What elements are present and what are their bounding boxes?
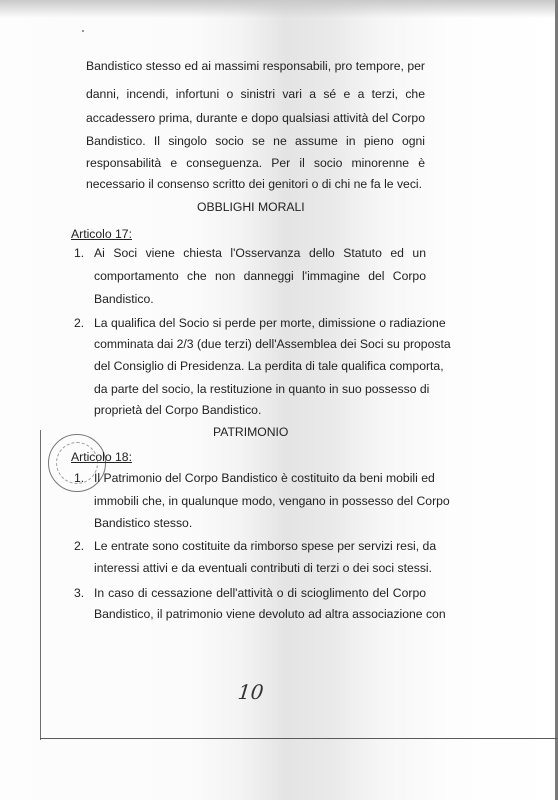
article-text-line: Bandistico, il patrimonio viene devoluto ad altra associazione con	[94, 607, 446, 621]
article-17-title: Articolo 17:	[71, 227, 132, 241]
scan-speck	[82, 30, 84, 32]
page-number: 10	[236, 680, 265, 704]
section-heading-obblighi: OBBLIGHI MORALI	[197, 200, 305, 214]
article-text-line: comminata dai 2/3 (due terzi) dell'Assemblea dei Soci su proposta	[94, 337, 451, 351]
intro-line: accadessero prima, durante e dopo qualsiasi attività del Corpo	[86, 111, 425, 125]
article-text-line: Le entrate sono costituite da rimborso spese per servizi resi, da	[94, 539, 437, 553]
intro-line: necessario il consenso scritto dei genitori o di chi ne fa le veci.	[86, 177, 423, 191]
list-number: 2.	[74, 539, 85, 553]
article-text-line: In caso di cessazione dell'attività o di scioglimento del Corpo	[94, 586, 426, 600]
article-text-line: da parte del socio, la restituzione in quanto in suo possesso di	[94, 382, 430, 396]
article-text-line: Ai Soci viene chiesta l'Osservanza dello Statuto ed un	[94, 246, 426, 260]
scan-left-edge	[40, 430, 41, 740]
article-text-line: Bandistico.	[94, 292, 154, 306]
intro-line: Bandistico stesso ed ai massimi responsabili, pro tempore, per	[86, 59, 425, 73]
article-text-line: Bandistico stesso.	[94, 516, 193, 530]
intro-line: responsabilità e conseguenza. Per il socio minorenne è	[86, 156, 425, 170]
article-text-line: del Consiglio di Presidenza. La perdita di tale qualifica comporta,	[94, 359, 444, 373]
article-text-line: proprietà del Corpo Bandistico.	[94, 403, 262, 417]
list-number: 1.	[74, 246, 85, 260]
list-number: 2.	[74, 316, 85, 330]
article-text-line: immobili che, in qualunque modo, vengano in possesso del Corpo	[94, 494, 450, 508]
article-text-line: Il Patrimonio del Corpo Bandistico è costituito da beni mobili ed	[94, 471, 435, 485]
article-18-title: Articolo 18:	[71, 450, 132, 464]
intro-line: danni, incendi, infortuni o sinistri vari a sé e a terzi, che	[86, 87, 425, 101]
article-text-line: La qualifica del Socio si perde per morte, dimissione o radiazione	[94, 316, 446, 330]
section-heading-patrimonio: PATRIMONIO	[213, 425, 289, 439]
article-text-line: comportamento che non danneggi l'immagine del Corpo	[94, 269, 426, 283]
scan-top-shadow	[0, 0, 558, 18]
intro-line: Bandistico. Il singolo socio se ne assume in pieno ogni	[86, 134, 425, 148]
list-number: 3.	[74, 586, 85, 600]
article-text-line: interessi attivi e da eventuali contributi di terzi o dei soci stessi.	[94, 561, 433, 575]
list-number: 1.	[74, 471, 85, 485]
scan-bottom-edge	[40, 738, 558, 739]
